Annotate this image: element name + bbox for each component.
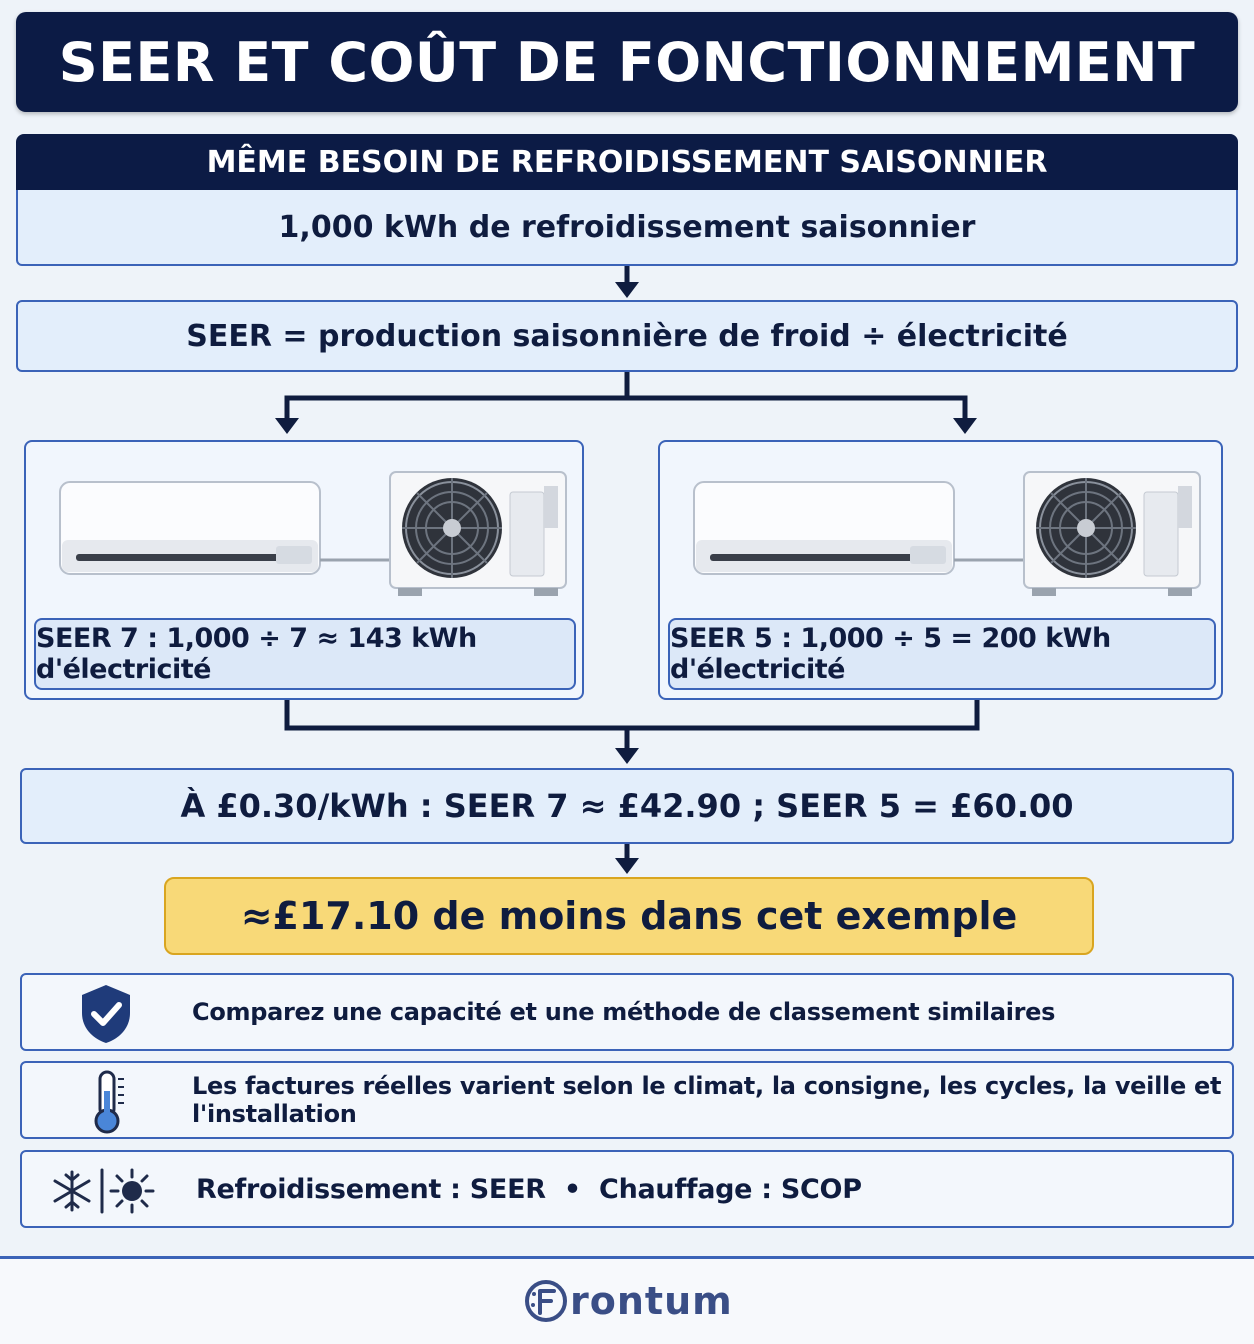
brand-logo — [524, 1275, 734, 1327]
note-similar-capacity-text: Comparez une capacité et une méthode de classement similaires — [192, 998, 1056, 1026]
footer — [0, 1259, 1254, 1344]
frontum-logo-icon — [524, 1279, 568, 1323]
shield-check-icon — [78, 983, 134, 1045]
air-conditioner-icon — [660, 442, 1225, 622]
note-seer-scop — [20, 1150, 1234, 1228]
note-similar-capacity — [20, 973, 1234, 1051]
cooling-need-text: 1,000 kWh de refroidissement saisonnier — [278, 209, 976, 245]
section-header — [16, 134, 1238, 190]
page-title: SEER ET COÛT DE FONCTIONNEMENT — [58, 30, 1196, 94]
seer-formula-text: SEER = production saisonnière de froid ÷ électricité — [186, 318, 1068, 354]
title-banner — [16, 12, 1238, 112]
thermometer-icon — [88, 1069, 128, 1135]
calc-seer-7-text: SEER 7 : 1,000 ÷ 7 ≈ 143 kWh d'électricité — [36, 623, 477, 685]
note-seer-scop-text: Refroidissement : SEER • Chauffage : SCOP — [196, 1173, 862, 1205]
cost-comparison-box — [20, 768, 1234, 844]
note-real-bills — [20, 1061, 1234, 1139]
air-conditioner-icon — [26, 442, 586, 622]
note-real-bills-text: Les factures réelles varient selon le climat, la consigne, les cycles, la veille et l'installation — [192, 1072, 1222, 1128]
calc-seer-5-text: SEER 5 : 1,000 ÷ 5 = 200 kWh d'électricité — [670, 623, 1111, 685]
calc-seer-7 — [34, 618, 576, 690]
calc-seer-5 — [668, 618, 1216, 690]
cooling-need-box — [16, 190, 1238, 266]
brand-logo-text: rontum — [570, 1279, 733, 1323]
cost-comparison-text: À £0.30/kWh : SEER 7 ≈ £42.90 ; SEER 5 = £60.00 — [180, 787, 1074, 825]
seer-formula-box — [16, 300, 1238, 372]
savings-text: ≈£17.10 de moins dans cet exemple — [240, 894, 1018, 938]
section-header-label: MÊME BESOIN DE REFROIDISSEMENT SAISONNIER — [206, 144, 1048, 180]
savings-highlight — [164, 877, 1094, 955]
snowflake-sun-icon — [48, 1166, 160, 1216]
